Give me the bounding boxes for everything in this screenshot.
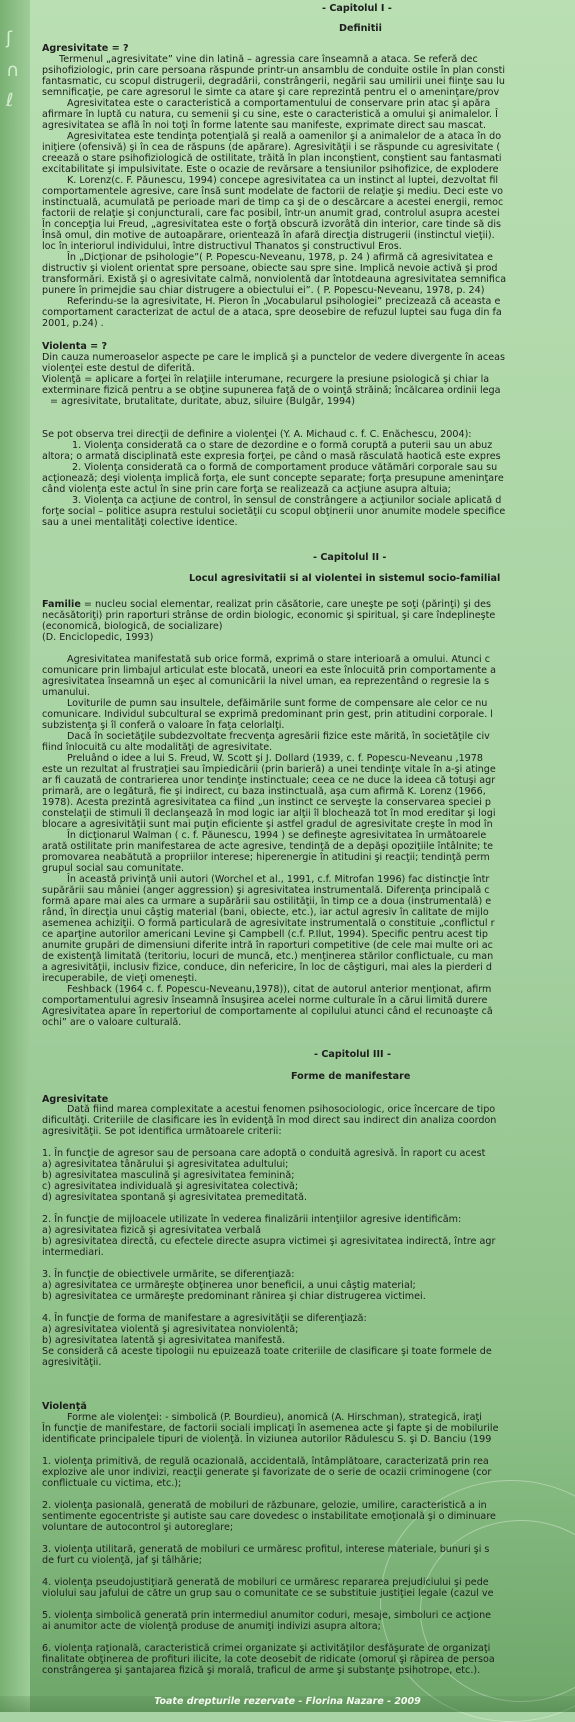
text-line: agresivităţii. Se pot identifica următoarele criterii:	[42, 1126, 282, 1137]
text-line: finalitate obţinerea de profituri ilicite, la cote deosebit de ridicate (omorul şi răpirea de persoa	[42, 1654, 495, 1665]
text-line: Dacă în societăţile subdezvoltate frecvenţa agresării fizice este mărită, în societăţile civ	[67, 731, 490, 742]
text-line: constelaţii de stimuli îl declanşează în mod logic iar alţii îl blochează tot în mod ereditar şi logi	[42, 808, 496, 819]
text-line: subzistenţa şi îl conferă o valoare în faţa celorlalţi.	[42, 720, 285, 731]
text-line: 2001, p.24) .	[42, 318, 104, 329]
decorative-sidebar	[0, 0, 30, 1712]
section-heading: - Capitolul III -	[314, 1049, 391, 1060]
text-line: Însă omul, din motive de autoapărare, orientează în afară direcţia distrugerii (instinctul vieţii).	[42, 230, 495, 241]
text-line: (D. Enciclopedic, 1993)	[42, 632, 154, 643]
text-line: afirmare în luptă cu natura, cu semenii şi cu sine, este o caracteristică a omului şi animalelor. Î	[42, 109, 498, 120]
defined-term: Familie	[42, 599, 81, 610]
text-line: b) agresivitatea latentă şi agresivitatea manifestă.	[42, 1335, 286, 1346]
text-line: anumite grupări de dimensiuni diferite intră în raporturi competitive (de cele mai multe ori ac	[42, 940, 493, 951]
text-line: acţionează; deşi violenţa implică forţa, ele sunt concepte separate; forţa presupune ameninţare	[42, 473, 504, 484]
section-heading: - Capitolul I -	[322, 3, 392, 14]
text-line: de furt cu violenţă, jaf şi tâlhărie;	[42, 1555, 202, 1566]
text-line: conflictuale cu victima, etc.);	[42, 1478, 182, 1489]
text-line: comunicare prin limbajul articulat este blocată, uneori ea este înlocuită prin comportamente a	[42, 665, 496, 676]
text-line: ce aparţine autorilor americani Levine şi Campbell (c.f. P.Ilut, 1994). Specific pentru acest tip	[42, 929, 489, 940]
section-heading: Forme de manifestare	[291, 1071, 411, 1082]
text-line: ochi” are o valoare culturală.	[42, 1017, 182, 1028]
text-line: Termenul „agresivitate” vine din latină – agressia care înseamnă a ataca. Se referă dec	[59, 54, 478, 65]
text-line: 1. În funcţie de agresor sau de persoana care adoptă o conduită agresivă. În raport cu acest	[42, 1148, 486, 1159]
text-line: asemenea achiziţii. O formă particulară de agresivitate instrumentală o constituie „conflictul r	[42, 918, 495, 929]
section-heading: Violenta = ?	[42, 341, 108, 352]
text-line: Loviturile de pumn sau insultele, defăimările sunt forme de compensare ale celor ce nu	[67, 698, 488, 709]
text-line: explozive ale unor indivizi, reacţii generate şi favorizate de o serie de ocazii criminogene (cor	[42, 1467, 492, 1478]
text-line: dificultăţi. Criteriile de clasificare ies în evidenţă în mod direct sau indirect din analiza coordon	[42, 1115, 497, 1126]
text-line: exterminare fizică pentru a se obţine supunerea faţă de o voinţă străină; încălcarea ordinii lega	[42, 385, 501, 396]
text-line: c) agresivitatea individuală şi agresivitatea colectivă;	[42, 1181, 299, 1192]
decorative-glyph-icon: ∩	[6, 60, 20, 81]
text-line: d) agresivitatea spontană şi agresivitatea premeditată.	[42, 1192, 308, 1203]
text-line: când violenţa este actul în sine prin care forţa se realizează ca acţiune asupra altuia;	[42, 484, 451, 495]
text-line: a) agresivitatea violentă şi agresivitatea nonviolentă;	[42, 1324, 299, 1335]
section-heading: Agresivitate	[42, 1094, 109, 1105]
decorative-glyph-icon: ℓ	[6, 90, 14, 111]
text-line: 3. Violenţa ca acţiune de control, în sensul de constrângere a acţiunilor sociale aplicată d	[72, 495, 502, 506]
text-line: ai anumitor acte de violenţă produse de anumiţi indivizi asupra altora;	[42, 1621, 381, 1632]
text-line: Agresivitatea manifestată sub orice formă, exprimă o stare interioară a omului. Atunci c	[67, 654, 490, 665]
section-heading: Locul agresivitatii si al violentei in sistemul socio-familial	[189, 573, 501, 584]
text-line: În dicţionarul Walman ( c. f. Păunescu, 1994 ) se defineşte agresivitatea în următoarele	[67, 830, 487, 841]
text-line: a) agresivitatea fizică şi agresivitatea verbală	[42, 1225, 262, 1236]
text-line: Referindu-se la agresivitate, H. Pieron în „Vocabularul psihologiei” precizează că aceasta e	[67, 296, 501, 307]
text-line: comunicare. Individul subcultural se exprimă predominant prin gest, prin atitudini corporale. l	[42, 709, 493, 720]
text-line: formă apare mai ales ca urmare a supărării sau ostilităţii, în timp ce a doua (instrumentală) e	[42, 896, 492, 907]
text-line: iniţiere (ofensivă) şi în cea de răspuns (de apărare). Agresivităţii i se răspunde cu agresivitate (	[42, 142, 501, 153]
section-heading: Violenţă	[42, 1401, 87, 1412]
text-line: violului sau jafului de către un grup sau o comunitate ce se substituie justiţiei legale (cazul ve	[42, 1588, 494, 1599]
text-line: violenţei este destul de diferită.	[42, 363, 195, 374]
text-line: Violenţă = aplicare a forţei în relaţiile interumane, recurgere la presiune psiologică şi chiar la	[42, 374, 490, 385]
text-line: instinctuală, acumulată pe perioade mari de timp ca şi de o descărcare a acestei energii, remoc	[42, 197, 504, 208]
text-line: Se consideră că aceste tipologii nu epuizează toate criteriile de clasificare şi toate formele de	[42, 1346, 492, 1357]
text-line: 4. În funcţie de forma de manifestare a agresivităţii se diferenţiază:	[42, 1313, 367, 1324]
text-line: agresivităţii.	[42, 1357, 102, 1368]
text-line: 1978). Acesta prezintă agresivitatea ca fiind „un instinct ce serveşte la conservarea speciei p	[42, 797, 491, 808]
definition-text: = nucleu social elementar, realizat prin căsătorie, care uneşte pe soţi (părinţi) şi des	[80, 599, 491, 610]
text-line: (economică, biologică, de socializare)	[42, 621, 223, 632]
text-line: distructiv şi violent orientat spre persoane, obiecte sau spre sine. Implică nevoie activă şi prod	[42, 263, 498, 274]
text-line: creează o stare psihofiziologică de ostilitate, trăită în plan inconştient, conştient sau fantasmati	[42, 153, 502, 164]
text-line: b) agresivitatea masculină şi agresivitatea feminină;	[42, 1170, 295, 1181]
text-line: b) agresivitatea directă, cu efectele directe asupra victimei şi agresivitatea indirectă, între agr	[42, 1236, 496, 1247]
footer-copyright: Toate drepturile rezervate - Florina Nazare - 2009	[0, 1696, 575, 1712]
text-line: sentimente egocentriste şi autiste sau care dovedesc o instabilitate emoţională şi o diminuare	[42, 1511, 496, 1522]
text-line: blocare a agresivităţii sunt mai puţin eficiente şi astfel gradul de agresivitate creşte în mod în	[42, 819, 493, 830]
text-line: 3. În funcţie de obiectivele urmărite, se diferenţiază:	[42, 1269, 295, 1280]
text-line: fiind înlocuită cu alte modalităţi de agresivitate.	[42, 742, 273, 753]
text-line: 3. violenţa utilitară, generată de mobiluri ce urmăresc profitul, interese materiale, bunuri şi s	[42, 1544, 490, 1555]
text-line: Din cauza numeroaselor aspecte pe care le implică şi a punctelor de vedere divergente în aceas	[42, 352, 505, 363]
text-line: ar fi cauzată de contrarierea unor tendinţe instinctuale; ceea ce ne duce la ideea că totuşi agr	[42, 775, 496, 786]
section-heading: Definitii	[339, 23, 382, 34]
text-line: punere în primejdie sau chiar distrugere a obiectului ei”. ( P. Popescu-Neveanu, 1978, p. 24)	[42, 285, 485, 296]
text-line: a agresivităţii, inclusiv fizice, conduce, din nefericire, în loc de câştiguri, mai ales la pierderi d	[42, 962, 493, 973]
text-line: necăsătoriţi) prin raporturi strânse de ordin biologic, economic şi spiritual, şi care îndeplineşte	[42, 610, 496, 621]
text-line: altora; o armată disciplinată este expresia forţei, pe când o masă răsculată haotică este expres	[42, 451, 501, 462]
text-line: comportamentului agresiv înseamnă însuşirea acelei norme culturale în a cărui limită durere	[42, 995, 488, 1006]
text-line: Preluând o idee a lui S. Freud, W. Scott şi J. Dollard (1939, c. f. Popescu-Neveanu ,1978	[67, 753, 483, 764]
text-line: psihofiziologic, prin care persoana răspunde printr-un ansamblu de conduite ostile în plan consti	[42, 65, 506, 76]
text-line: transformări. Există şi o agresivitate calmă, nonviolentă dar întotdeauna agresivitatea semnifica	[42, 274, 507, 285]
text-line: a) agresivitatea ce urmăreşte obţinerea unor beneficii, a unui câştig material;	[42, 1280, 416, 1291]
text-line: promovarea neabătută a propriilor interese; hiperenergie în atitudini şi reacţii; tendinţă perm	[42, 852, 490, 863]
text-line: a) agresivitatea tânărului şi agresivitatea adultului;	[42, 1159, 289, 1170]
text-line: În „Dicţionar de psihologie”( P. Popescu-Neveanu, 1978, p. 24 ) afirmă că agresivitatea e	[67, 252, 493, 263]
text-line: 2. Violenţa considerată ca o formă de comportament produce vătămări corporale sau su	[72, 462, 498, 473]
text-line: identificate principalele tipuri de violenţă. În viziunea autorilor Rădulescu S. şi D. Banciu (199	[42, 1434, 492, 1445]
section-heading: Agresivitate = ?	[42, 43, 129, 54]
text-line: Forme ale violenţei: - simbolică (P. Bourdieu), anomică (A. Hirschman), strategică, iraţi	[67, 1412, 482, 1423]
text-line: factorii de relaţie şi conjuncturali, care fac posibil, într-un anumit grad, controlul asupra acestei	[42, 208, 500, 219]
text-line: Agresivitatea este o caracteristică a comportamentului de conservare prin atac şi apăra	[67, 98, 491, 109]
text-line: Agresivitatea apare în repertoriul de comportamente al copilului atunci când el recunoaşte că	[42, 1006, 493, 1017]
text-line: forţe social – politice asupra restului societăţii cu scopul obţinerii unor anumite modele specifice	[42, 506, 506, 517]
text-line: irecuperabile, de vieţi omeneşti.	[42, 973, 198, 984]
text-line: supărării sau mâniei (anger aggression) şi agresivitatea instrumentală. Diferenţa principală c	[42, 885, 490, 896]
text-line: agresivitatea se află în noi toţi în forme latente sau manifeste, exprimate direct sau mascat.	[42, 120, 487, 131]
text-line: În această privinţă unii autori (Worchel et al., 1991, c.f. Mitrofan 1996) fac distincţie într	[67, 874, 490, 885]
text-line: constrângerea şi şantajarea fizică şi morală, traficul de arme şi substanţe psihotrope, etc.).	[42, 1665, 481, 1676]
text-line: fantasmatic, cu scopul distrugerii, degradării, constrângerii, negării sau umilirii unei fiinţe sau lu	[42, 76, 505, 87]
text-line: K. Lorenz(c. F. Păunescu, 1994) concepe agresivitatea ca un instinct al luptei, dezvoltat fil	[67, 175, 499, 186]
text-line: loc în interiorul individului, între distructivul Thanatos şi constructivul Eros.	[42, 241, 402, 252]
text-line: umanului.	[42, 687, 90, 698]
text-line: rând, în direcţia unui câştig material (bani, obiecte, etc.), iar actul agresiv în calitate de mijlo	[42, 907, 489, 918]
text-line: este un rezultat al frustraţiei sau împiedicării (prin barieră) a unei tendinţe vitale în a-şi atinge	[42, 764, 496, 775]
text-line: Agresivitatea este tendinţa potenţială şi reală a oamenilor şi a animalelor de a ataca în do	[67, 131, 502, 142]
text-line: de existenţă limitată (teritoriu, locuri de muncă, etc.) menţinerea stărilor conflictuale, cu man	[42, 951, 494, 962]
text-line: arată ostilitate prin manifestarea de acte agresive, tendinţă de a depăşi opoziţiile întâlnite; te	[42, 841, 494, 852]
text-line: 4. violenţa pseudojustiţiară generată de mobiluri ce urmăresc repararea prejudiciului şi pede	[42, 1577, 489, 1588]
text-line: = agresivitate, brutalitate, duritate, abuz, siluire (Bulgăr, 1994)	[50, 396, 355, 407]
text-line: excitabilitate şi impulsivitate. Este o ocazie de revărsare a tensiunilor psihofizice, de explodere	[42, 164, 499, 175]
text-line: agresivitatea înseamnă un eşec al comunicării la nivel uman, ea reprezentând o regresie la s	[42, 676, 490, 687]
text-line: comportament caracterizat de actul de a ataca, spre deosebire de refuzul luptei sau fuga din fa	[42, 307, 502, 318]
text-line: 5. violenţa simbolică generată prin intermediul anumitor coduri, mesaje, simboluri ce acţione	[42, 1610, 492, 1621]
text-line: Se pot observa trei direcţii de definire a violenţei (Y. A. Michaud c. f. C. Enăchescu, 2004):	[42, 429, 472, 440]
text-line: voluntare de autocontrol şi autoreglare;	[42, 1522, 234, 1533]
text-line: 1. violenţa primitivă, de regulă ocazională, accidentală, întâmplătoare, caracterizată prin rea	[42, 1456, 489, 1467]
text-line: 2. În funcţie de mijloacele utilizate în vederea finalizării intenţiilor agresive identificăm:	[42, 1214, 462, 1225]
text-line: În concepţia lui Freud, „agresivitatea este o forţă obscură izvorâtă din interior, care tinde să dis	[42, 219, 502, 230]
text-line: Dată fiind marea complexitate a acestui fenomen psihosociologic, orice încercare de tipo	[67, 1104, 496, 1115]
text-line: comportamentele agresive, care însă sunt modelate de factorii de relaţie şi mediu. Deci este vo	[42, 186, 504, 197]
text-line: grupul social sau comunitate.	[42, 863, 185, 874]
decorative-glyph-icon: ʃ	[6, 28, 13, 49]
text-line: În funcţie de manifestare, de factorii sociali implicaţi în asemenea acte şi fapte şi de mobilurile	[42, 1423, 499, 1434]
text-line: sau a unei mentalităţi colective identice.	[42, 517, 238, 528]
text-line: primară, are o legătură, fie şi indirect, cu baza instinctuală, aşa cum afirmă K. Lorenz (1966,	[42, 786, 486, 797]
text-line: intermediari.	[42, 1247, 104, 1258]
section-heading: - Capitolul II -	[313, 552, 387, 563]
text-line: Feshback (1964 c. f. Popescu-Neveanu,1978)), citat de autorul anterior menţionat, afirm	[67, 984, 492, 995]
document-body	[42, 0, 573, 1712]
text-line: b) agresivitatea ce urmăreşte predominant rănirea şi chiar distrugerea victimei.	[42, 1291, 426, 1302]
text-line: 6. violenţa raţională, caracteristică crimei organizate şi activităţilor desfăşurate de organizaţi	[42, 1643, 491, 1654]
text-line: 1. Violenţa considerată ca o stare de dezordine e o formă coruptă a puterii sau un abuz	[72, 440, 493, 451]
text-line: semnificaţie, pe care agresorul le simte ca atare şi care reprezintă pentru el o ameninţare/prov	[42, 87, 500, 98]
text-line: 2. violenţa pasională, generată de mobiluri de răzbunare, gelozie, umilire, caracteristică a in	[42, 1500, 487, 1511]
